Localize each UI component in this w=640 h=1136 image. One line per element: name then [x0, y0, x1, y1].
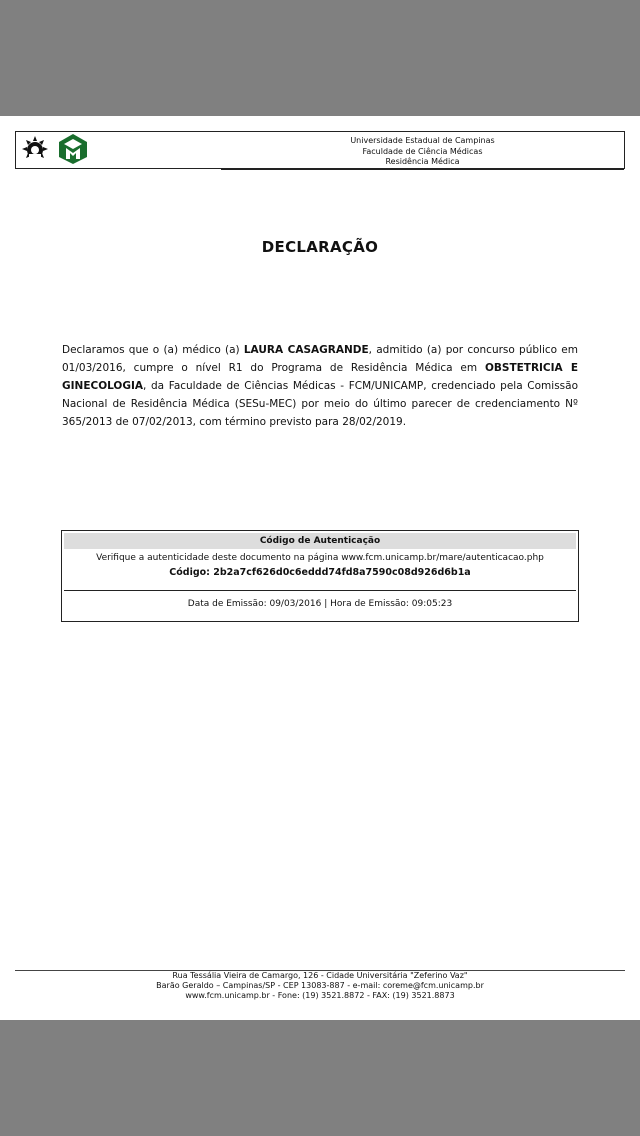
declaration-part-1: Declaramos que o (a) médico (a): [62, 344, 244, 356]
header-divider: [221, 169, 624, 170]
document-header: [15, 131, 625, 169]
fcm-logo-icon: [57, 133, 89, 169]
resident-name: LAURA CASAGRANDE: [243, 344, 369, 356]
footer-city: Barão Geraldo – Campinas/SP - CEP 13083-887 - e-mail: coreme@fcm.unicamp.br: [156, 981, 484, 990]
declaration-part-2: , admitido (a) por concurso público em 01/03/2016, cumpre o nível R1 do Programa de Residência Médica em: [62, 344, 578, 374]
auth-verify-text: Verifique a autenticidade deste documento na página www.fcm.unicamp.br/mare/autenticacao.php: [96, 553, 544, 563]
footer-address: Rua Tessália Vieira de Camargo, 126 - Cidade Universitária "Zeferino Vaz": [172, 971, 468, 980]
auth-issue-date: Data de Emissão: 09/03/2016 | Hora de Emissão: 09:05:23: [187, 599, 453, 609]
document-title: DECLARAÇÃO: [261, 238, 379, 256]
footer-contact: www.fcm.unicamp.br - Fone: (19) 3521.8872 - FAX: (19) 3521.8873: [185, 991, 455, 1000]
header-faculty: Faculdade de Ciência Médicas: [362, 146, 483, 156]
declaration-text: [62, 341, 578, 431]
header-department: Residência Médica: [385, 157, 460, 166]
header-logos: [19, 135, 89, 167]
auth-code: Código: 2b2a7cf626d0c6eddd74fd8a7590c08d926d6b1a: [169, 567, 471, 578]
program-name: OBSTETRICIA E GINECOLOGIA: [62, 362, 578, 392]
authentication-box: [61, 530, 579, 622]
auth-divider: [64, 590, 576, 591]
unicamp-logo-icon: [19, 133, 51, 169]
header-university: Universidade Estadual de Campinas: [350, 136, 495, 145]
document-page: [0, 116, 640, 1020]
header-institution: [221, 136, 624, 168]
document-footer: [0, 971, 640, 1001]
declaration-part-3: , da Faculdade de Ciências Médicas - FCM/UNICAMP, credenciado pela Comissão Nacional de Residência Médica (SESu-MEC) por meio do último parecer de credenciamento Nº 365/2013 de 07/02/2013, com término previsto para 28/02/2019.: [62, 380, 578, 428]
auth-heading: Código de Autenticação: [64, 533, 576, 549]
